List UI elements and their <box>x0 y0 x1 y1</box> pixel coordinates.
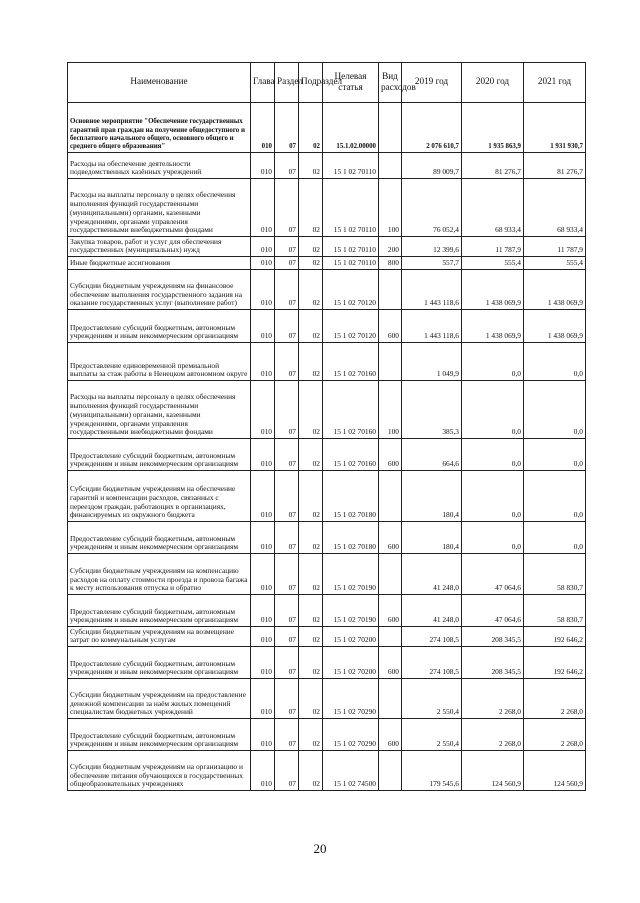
row-section-cell: 07 <box>275 179 299 237</box>
row-name-cell: Субсидии бюджетным учреждениям на компенсацию расходов на оплату стоимости проезда и провоза багажа к месту использования отпуска и обратно <box>68 554 251 595</box>
row-section-cell: 07 <box>275 522 299 554</box>
row-chapter-cell: 010 <box>251 595 275 627</box>
row-chapter-cell: 010 <box>251 310 275 343</box>
row-target-cell: 15 1 02 70110 <box>323 237 379 257</box>
row-2019-cell: 76 052,4 <box>402 179 462 237</box>
row-chapter-cell: 010 <box>251 179 275 237</box>
row-target-cell: 15 1 02 70120 <box>323 270 379 310</box>
row-kind-cell: 600 <box>379 647 402 679</box>
row-target-cell: 15 1 02 70190 <box>323 595 379 627</box>
row-2019-cell: 2 550,4 <box>402 679 462 719</box>
row-kind-cell: 600 <box>379 522 402 554</box>
row-section-cell: 07 <box>275 679 299 719</box>
row-target-cell: 15.1.02.00000 <box>323 103 379 153</box>
header-section: Раздел <box>275 63 299 103</box>
row-subsection-cell: 02 <box>299 103 323 153</box>
row-2019-cell: 89 009,7 <box>402 153 462 179</box>
row-2021-cell: 58 830,7 <box>524 595 586 627</box>
header-chapter: Глава <box>251 63 275 103</box>
table-row <box>68 237 586 257</box>
row-2019-cell: 41 248,0 <box>402 554 462 595</box>
table-row <box>68 439 586 471</box>
row-2020-cell: 0,0 <box>462 343 524 381</box>
header-subsection: Подраздел <box>299 63 323 103</box>
row-target-cell: 15 1 02 70200 <box>323 627 379 647</box>
row-2020-cell: 124 560,9 <box>462 751 524 791</box>
budget-table <box>67 62 586 791</box>
row-subsection-cell: 02 <box>299 679 323 719</box>
row-2019-cell: 180,4 <box>402 522 462 554</box>
row-kind-cell <box>379 270 402 310</box>
row-target-cell: 15 1 02 70200 <box>323 647 379 679</box>
table-row <box>68 310 586 343</box>
row-name-cell: Субсидии бюджетным учреждениям на обеспечение гарантий и компенсации расходов, связанных с переездом граждан, работающих в организациях, финансируемых из окружного бюджета <box>68 471 251 522</box>
row-subsection-cell: 02 <box>299 179 323 237</box>
row-chapter-cell: 010 <box>251 679 275 719</box>
row-section-cell: 07 <box>275 647 299 679</box>
row-2021-cell: 1 931 930,7 <box>524 103 586 153</box>
table-row <box>68 679 586 719</box>
row-2021-cell: 1 438 069,9 <box>524 310 586 343</box>
row-name-cell: Предоставление субсидий бюджетным, автономным учреждениям и иным некоммерческим организациям <box>68 310 251 343</box>
header-kind: Вид расходов <box>379 63 402 103</box>
row-kind-cell: 100 <box>379 179 402 237</box>
row-2020-cell: 68 933,4 <box>462 179 524 237</box>
row-2020-cell: 1 935 863,9 <box>462 103 524 153</box>
header-2019: 2019 год <box>402 63 462 103</box>
row-kind-cell <box>379 751 402 791</box>
table-row <box>68 153 586 179</box>
row-2020-cell: 0,0 <box>462 381 524 439</box>
row-2019-cell: 274 108,5 <box>402 627 462 647</box>
row-2020-cell: 1 438 069,9 <box>462 310 524 343</box>
row-name-cell: Предоставление субсидий бюджетным, автономным учреждениям и иным некоммерческим организациям <box>68 719 251 751</box>
row-subsection-cell: 02 <box>299 153 323 179</box>
row-subsection-cell: 02 <box>299 554 323 595</box>
row-subsection-cell: 02 <box>299 381 323 439</box>
row-subsection-cell: 02 <box>299 471 323 522</box>
row-target-cell: 15 1 02 70120 <box>323 310 379 343</box>
row-2020-cell: 47 064,6 <box>462 554 524 595</box>
row-target-cell: 15 1 02 74500 <box>323 751 379 791</box>
row-section-cell: 07 <box>275 310 299 343</box>
row-kind-cell: 600 <box>379 595 402 627</box>
row-name-cell: Расходы на выплаты персоналу в целях обеспечения выполнения функций государственными (муниципальными) органами, казенными учреждениями, органами управления государственными внебюджетными фондами <box>68 381 251 439</box>
row-name-cell: Расходы на выплаты персоналу в целях обеспечения выполнения функций государственными (муниципальными) органами, казенными учреждениями, органами управления государственными внебюджетными фондами <box>68 179 251 237</box>
header-2020: 2020 год <box>462 63 524 103</box>
row-name-cell: Предоставление субсидий бюджетным, автономным учреждениям и иным некоммерческим организациям <box>68 595 251 627</box>
row-2020-cell: 47 064,6 <box>462 595 524 627</box>
row-2021-cell: 58 830,7 <box>524 554 586 595</box>
table-row <box>68 257 586 270</box>
table-row <box>68 595 586 627</box>
row-2021-cell: 0,0 <box>524 343 586 381</box>
table-row <box>68 647 586 679</box>
row-chapter-cell: 010 <box>251 343 275 381</box>
row-2020-cell: 2 268,0 <box>462 719 524 751</box>
row-kind-cell: 200 <box>379 237 402 257</box>
row-2021-cell: 555,4 <box>524 257 586 270</box>
row-kind-cell <box>379 103 402 153</box>
row-2019-cell: 274 108,5 <box>402 647 462 679</box>
row-target-cell: 15 1 02 70160 <box>323 381 379 439</box>
table-row <box>68 179 586 237</box>
row-target-cell: 15 1 02 70110 <box>323 257 379 270</box>
row-2019-cell: 557,7 <box>402 257 462 270</box>
row-name-cell: Субсидии бюджетным учреждениям на возмещение затрат по коммунальным услугам <box>68 627 251 647</box>
row-2021-cell: 68 933,4 <box>524 179 586 237</box>
row-subsection-cell: 02 <box>299 627 323 647</box>
row-name-cell: Основное мероприятие "Обеспечение государственных гарантий прав граждан на получение общедоступного и бесплатного начального общего, основного общего и среднего общего образования" <box>68 103 251 153</box>
row-name-cell: Субсидии бюджетным учреждениям на финансовое обеспечение выполнения государственного задания на оказание государственных услуг (выполнение работ) <box>68 270 251 310</box>
row-chapter-cell: 010 <box>251 719 275 751</box>
table-row <box>68 270 586 310</box>
row-chapter-cell: 010 <box>251 153 275 179</box>
row-subsection-cell: 02 <box>299 310 323 343</box>
row-2019-cell: 1 443 118,6 <box>402 310 462 343</box>
row-subsection-cell: 02 <box>299 719 323 751</box>
row-name-cell: Предоставление единовременной премиальной выплаты за стаж работы в Ненецком автономном округе <box>68 343 251 381</box>
row-name-cell: Субсидии бюджетным учреждениям на предоставление денежной компенсации за наём жилых помещений специалистам бюджетных учреждений <box>68 679 251 719</box>
row-chapter-cell: 010 <box>251 647 275 679</box>
row-2020-cell: 208 345,5 <box>462 647 524 679</box>
row-2021-cell: 0,0 <box>524 522 586 554</box>
row-2019-cell: 1 049,9 <box>402 343 462 381</box>
row-section-cell: 07 <box>275 257 299 270</box>
row-2019-cell: 2 550,4 <box>402 719 462 751</box>
row-2021-cell: 192 646,2 <box>524 647 586 679</box>
row-target-cell: 15 1 02 70110 <box>323 179 379 237</box>
row-subsection-cell: 02 <box>299 343 323 381</box>
row-section-cell: 07 <box>275 103 299 153</box>
row-2019-cell: 179 545,6 <box>402 751 462 791</box>
row-target-cell: 15 1 02 70160 <box>323 439 379 471</box>
header-name: Наименование <box>68 63 251 103</box>
table-header-row <box>68 63 586 103</box>
row-kind-cell <box>379 679 402 719</box>
row-section-cell: 07 <box>275 595 299 627</box>
row-name-cell: Предоставление субсидий бюджетным, автономным учреждениям и иным некоммерческим организациям <box>68 439 251 471</box>
row-2021-cell: 0,0 <box>524 471 586 522</box>
row-chapter-cell: 010 <box>251 270 275 310</box>
row-name-cell: Закупка товаров, работ и услуг для обеспечения государственных (муниципальных) нужд <box>68 237 251 257</box>
row-kind-cell <box>379 471 402 522</box>
row-2020-cell: 0,0 <box>462 471 524 522</box>
row-name-cell: Субсидии бюджетным учреждениям на организацию и обеспечение питания обучающихся в государственных общеобразовательных учреждениях <box>68 751 251 791</box>
row-2020-cell: 0,0 <box>462 522 524 554</box>
row-section-cell: 07 <box>275 237 299 257</box>
row-2021-cell: 124 560,9 <box>524 751 586 791</box>
row-kind-cell <box>379 153 402 179</box>
row-2019-cell: 180,4 <box>402 471 462 522</box>
row-2020-cell: 0,0 <box>462 439 524 471</box>
row-chapter-cell: 010 <box>251 751 275 791</box>
table-row <box>68 343 586 381</box>
row-kind-cell: 600 <box>379 439 402 471</box>
row-2021-cell: 0,0 <box>524 381 586 439</box>
row-chapter-cell: 010 <box>251 237 275 257</box>
row-target-cell: 15 1 02 70290 <box>323 719 379 751</box>
row-2019-cell: 2 076 610,7 <box>402 103 462 153</box>
row-kind-cell: 600 <box>379 719 402 751</box>
row-name-cell: Предоставление субсидий бюджетным, автономным учреждениям и иным некоммерческим организациям <box>68 522 251 554</box>
row-kind-cell <box>379 343 402 381</box>
row-chapter-cell: 010 <box>251 554 275 595</box>
row-target-cell: 15 1 02 70110 <box>323 153 379 179</box>
header-target: Целевая статья <box>323 63 379 103</box>
row-target-cell: 15 1 02 70290 <box>323 679 379 719</box>
row-kind-cell: 600 <box>379 310 402 343</box>
row-2019-cell: 385,3 <box>402 381 462 439</box>
row-section-cell: 07 <box>275 627 299 647</box>
row-2020-cell: 11 787,9 <box>462 237 524 257</box>
row-2020-cell: 555,4 <box>462 257 524 270</box>
table-body <box>68 103 586 791</box>
row-target-cell: 15 1 02 70160 <box>323 343 379 381</box>
row-section-cell: 07 <box>275 343 299 381</box>
row-2019-cell: 664,6 <box>402 439 462 471</box>
row-2021-cell: 81 276,7 <box>524 153 586 179</box>
row-2019-cell: 1 443 118,6 <box>402 270 462 310</box>
row-2019-cell: 12 399,6 <box>402 237 462 257</box>
row-2021-cell: 0,0 <box>524 439 586 471</box>
row-2020-cell: 208 345,5 <box>462 627 524 647</box>
row-section-cell: 07 <box>275 270 299 310</box>
row-chapter-cell: 010 <box>251 257 275 270</box>
row-2019-cell: 41 248,0 <box>402 595 462 627</box>
row-kind-cell: 100 <box>379 381 402 439</box>
row-chapter-cell: 010 <box>251 103 275 153</box>
row-chapter-cell: 010 <box>251 381 275 439</box>
row-kind-cell <box>379 627 402 647</box>
row-subsection-cell: 02 <box>299 751 323 791</box>
row-chapter-cell: 010 <box>251 627 275 647</box>
row-2021-cell: 2 268,0 <box>524 719 586 751</box>
row-section-cell: 07 <box>275 439 299 471</box>
table-row <box>68 751 586 791</box>
row-subsection-cell: 02 <box>299 647 323 679</box>
row-section-cell: 07 <box>275 471 299 522</box>
row-subsection-cell: 02 <box>299 439 323 471</box>
row-2021-cell: 1 438 069,9 <box>524 270 586 310</box>
header-2021: 2021 год <box>524 63 586 103</box>
row-subsection-cell: 02 <box>299 270 323 310</box>
row-subsection-cell: 02 <box>299 257 323 270</box>
row-2020-cell: 1 438 069,9 <box>462 270 524 310</box>
row-name-cell: Предоставление субсидий бюджетным, автономным учреждениям и иным некоммерческим организациям <box>68 647 251 679</box>
row-section-cell: 07 <box>275 153 299 179</box>
row-chapter-cell: 010 <box>251 471 275 522</box>
row-chapter-cell: 010 <box>251 522 275 554</box>
row-target-cell: 15 1 02 70180 <box>323 471 379 522</box>
table-row <box>68 471 586 522</box>
row-subsection-cell: 02 <box>299 522 323 554</box>
table-row <box>68 554 586 595</box>
table-row <box>68 627 586 647</box>
row-target-cell: 15 1 02 70190 <box>323 554 379 595</box>
row-section-cell: 07 <box>275 719 299 751</box>
row-subsection-cell: 02 <box>299 595 323 627</box>
row-2020-cell: 81 276,7 <box>462 153 524 179</box>
row-2021-cell: 2 268,0 <box>524 679 586 719</box>
row-name-cell: Расходы на обеспечение деятельности подведомственных казённых учреждений <box>68 153 251 179</box>
table-row <box>68 381 586 439</box>
row-subsection-cell: 02 <box>299 237 323 257</box>
row-target-cell: 15 1 02 70180 <box>323 522 379 554</box>
row-kind-cell: 800 <box>379 257 402 270</box>
page-number: 20 <box>313 841 327 856</box>
row-chapter-cell: 010 <box>251 439 275 471</box>
table-row <box>68 103 586 153</box>
row-section-cell: 07 <box>275 751 299 791</box>
row-section-cell: 07 <box>275 381 299 439</box>
table-row <box>68 719 586 751</box>
row-2020-cell: 2 268,0 <box>462 679 524 719</box>
row-section-cell: 07 <box>275 554 299 595</box>
table-row <box>68 522 586 554</box>
row-kind-cell <box>379 554 402 595</box>
row-2021-cell: 192 646,2 <box>524 627 586 647</box>
row-2021-cell: 11 787,9 <box>524 237 586 257</box>
row-name-cell: Иные бюджетные ассигнования <box>68 257 251 270</box>
